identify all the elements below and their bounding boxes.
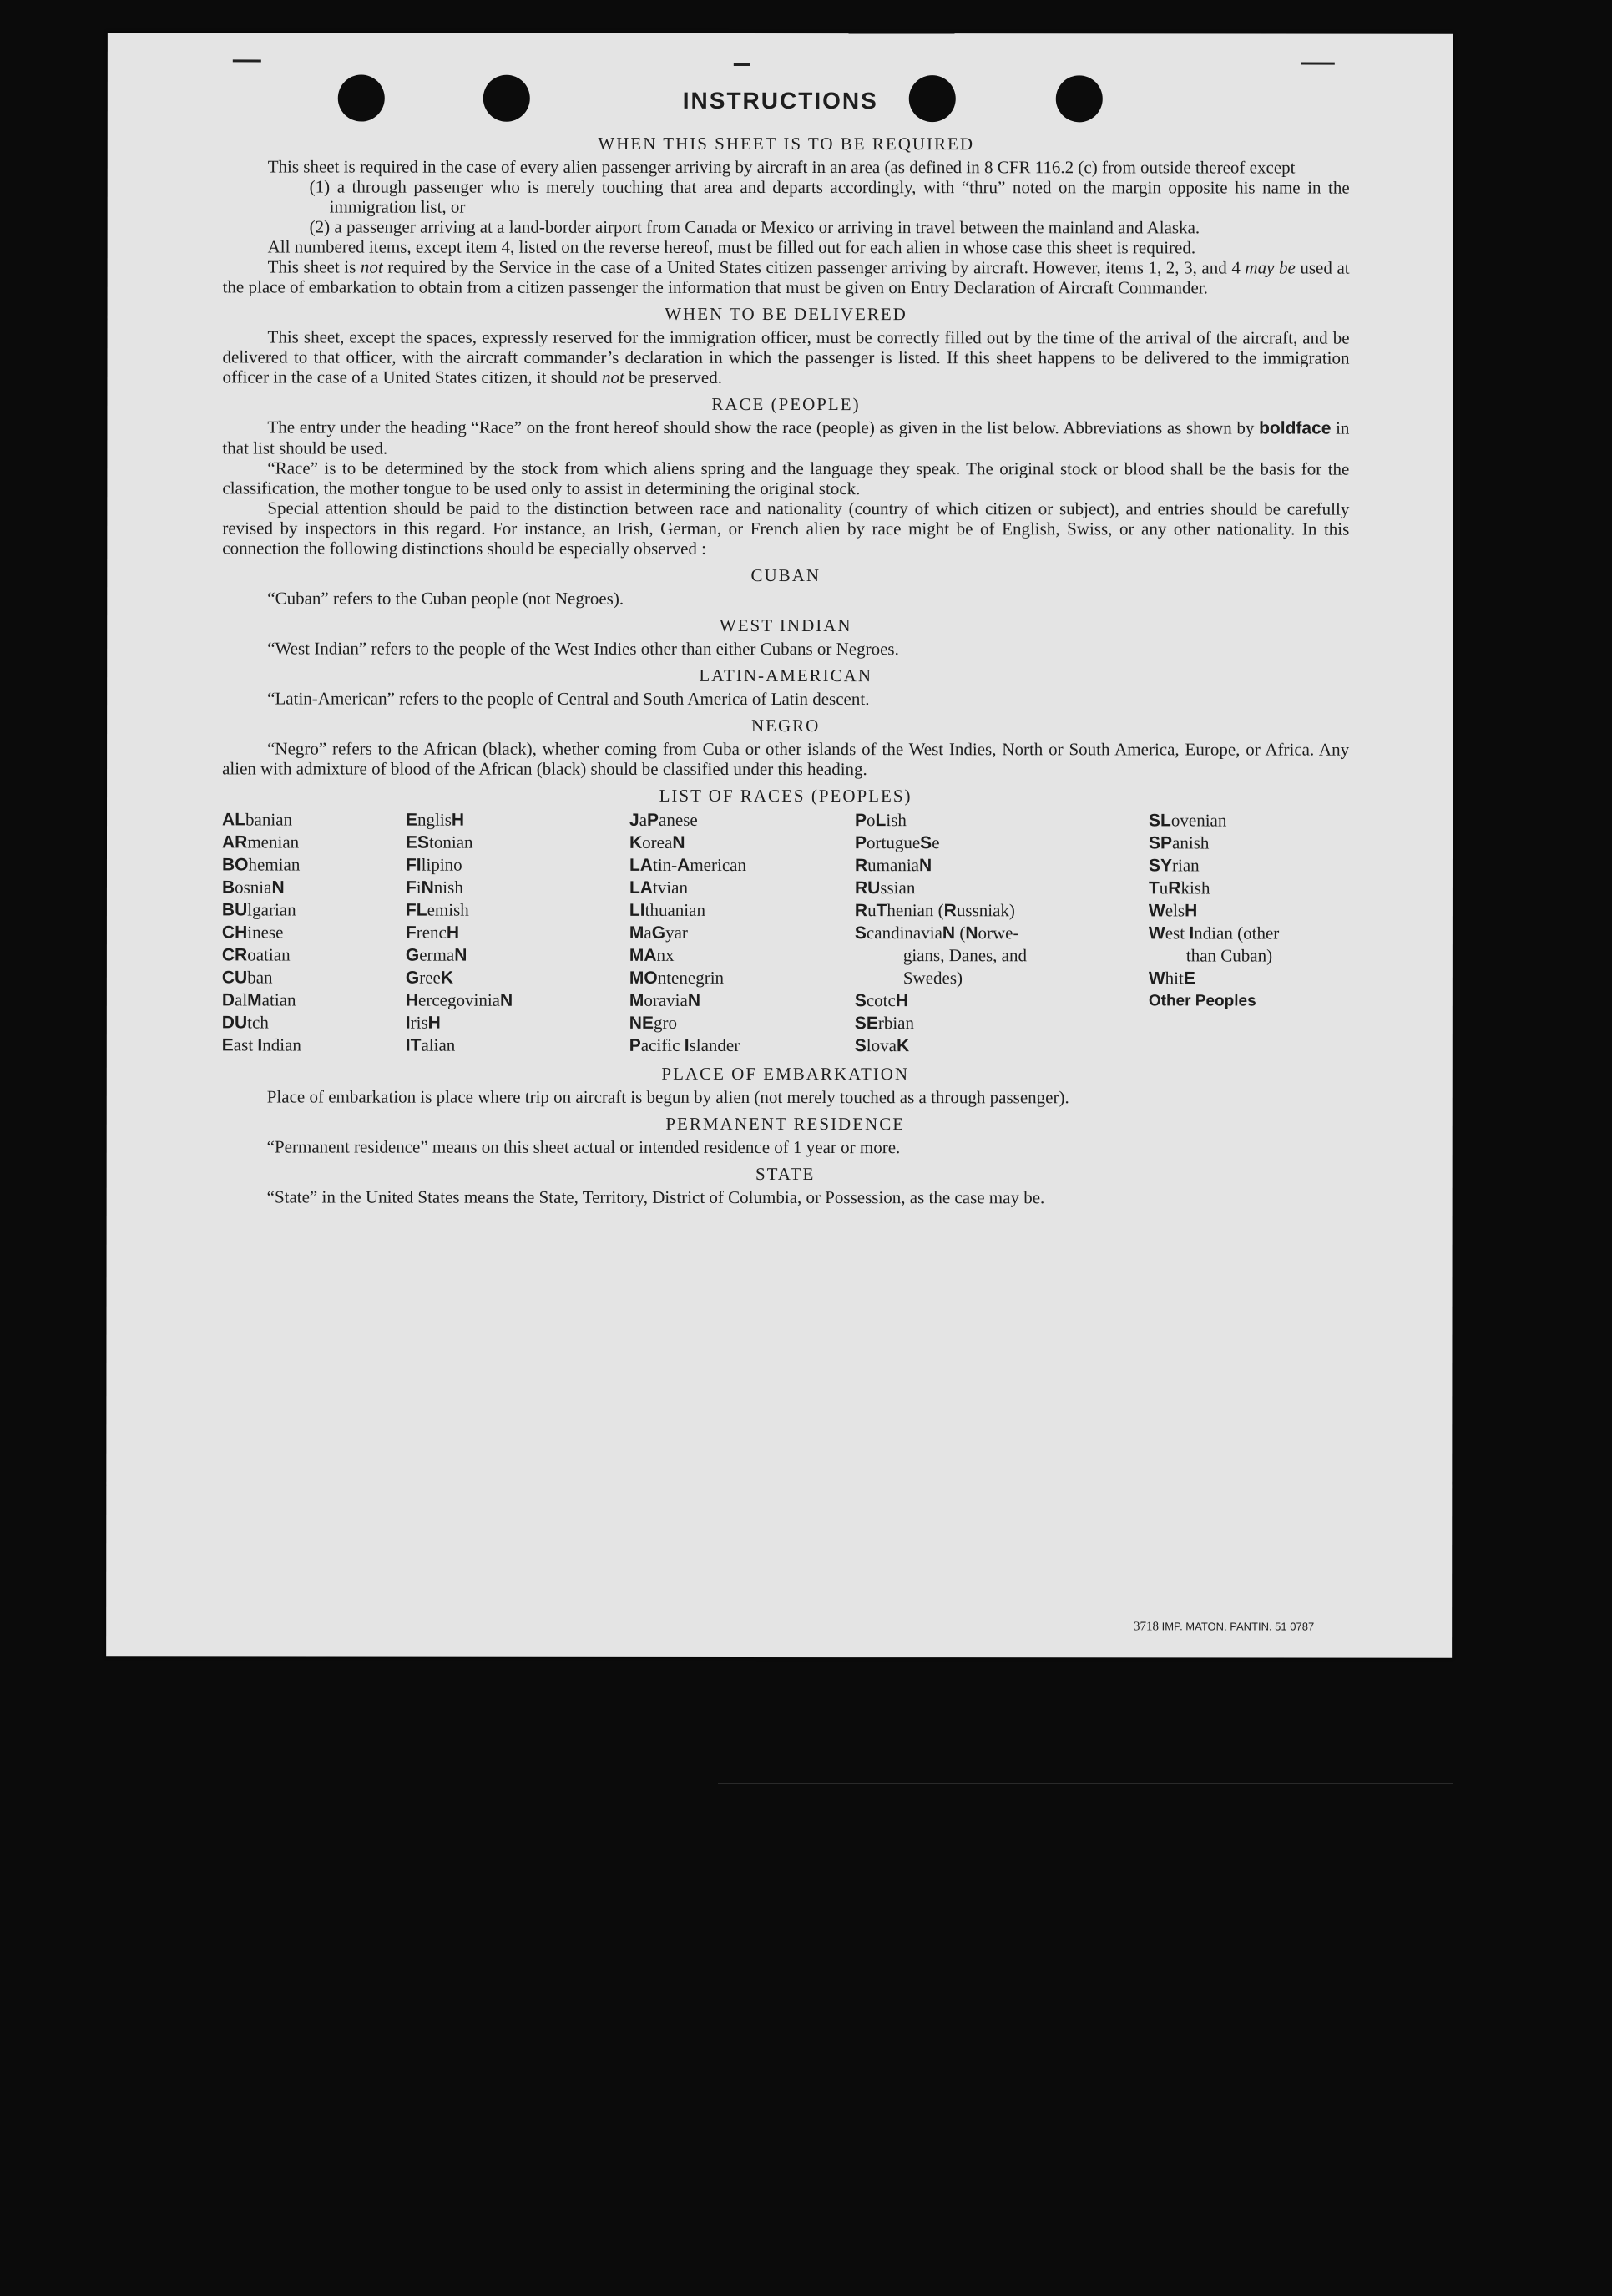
abbreviation-letter: H [427,1013,441,1033]
race-entry: RumaniaN [854,855,932,876]
paragraph [222,417,1349,458]
abbreviation-letter: E [641,1013,654,1033]
paragraph: “State” in the United States means the State, Territory, District of Columbia, or Possession, as the case may be. [266,1186,1045,1208]
race-entry: ALbanian [222,809,293,830]
abbreviation-letter: E [406,810,418,830]
abbreviation-letter: L [629,877,640,898]
text: This sheet, except the spaces, expressly reserved for the immigration officer, must be correctly filled out by the time of the arrival of the aircraft, and be delivered to that officer, with the aircraft commander’s declaration in which the passenger is listed. If this sheet happens to be delivered to the immigration officer in the case of a United States citizen, it should [222,326,1350,387]
race-column [1149,809,1349,1057]
paragraph [223,256,1350,297]
abbreviation-letter: A [221,832,235,852]
abbreviation-letter: A [677,855,690,875]
race-entry: WelsH [1148,900,1198,921]
abbreviation-letter: F [405,900,417,920]
abbreviation-letter: H [235,923,248,943]
document-body [222,126,1350,1207]
abbreviation-letter: W [1148,923,1165,943]
abbreviation-letter: H [446,923,460,943]
abbreviation-letter: S [854,1036,867,1056]
race-entry: EnglisH [406,809,465,830]
abbreviation-letter: M [629,923,644,943]
paragraph: “Latin-American” refers to the people of Central and South America of Latin descent. [267,688,870,710]
abbreviation-letter: L [629,900,640,920]
abbreviation-letter: P [1160,833,1173,853]
abbreviation-letter: B [221,855,235,875]
abbreviation-letter: S [417,832,430,852]
paragraph: “Cuban” refers to the Cuban people (not Negroes). [267,588,624,609]
race-entry: GreeK [405,967,454,988]
emphasis: may be [1245,257,1296,278]
section-heading: WHEN THIS SHEET IS TO BE REQUIRED [598,133,975,154]
race-entry: CUban [221,967,273,988]
abbreviation-letter: U [235,900,248,920]
abbreviation-letter: I [405,1035,411,1055]
race-entry: BOhemian [221,854,301,875]
text: This sheet is [267,256,361,277]
abbreviation-letter: W [1148,901,1165,921]
race-list [222,808,1349,1057]
abbreviation-letter: B [221,877,235,898]
abbreviation-letter: S [854,923,867,943]
race-entry: FLemish [405,899,469,920]
list-item: (1) a through passenger who is merely touching that area and departs accordingly, with “thru” noted on the margin opposite his name in the immigration list, or [309,176,1350,217]
race-entry: TuRkish [1148,877,1210,898]
abbreviation-letter: E [221,1035,234,1055]
abbreviation-letter: N [672,832,685,852]
text: The entry under the heading “Race” on the front hereof should show the race (people) as given in the list below. Abbreviations as shown by [267,417,1260,438]
paragraph: “Negro” refers to the African (black), whether coming from Cuba or other islands of the West Indies, North or South America, Europe, or Africa. Any alien with admixture of blood of the African (black) should be classified under this heading. [222,738,1350,780]
abbreviation-letter: F [405,855,417,875]
abbreviation-letter: N [965,923,978,943]
abbreviation-letter: I [1189,923,1195,943]
text: required by the Service in the case of a United States citizen passenger arriving by aircraft. However, items 1, 2, 3, and 4 [382,256,1246,278]
race-entry: IrisH [405,1012,441,1033]
race-entry: PoLish [855,810,907,831]
abbreviation-letter: C [221,945,235,965]
abbreviation-letter: N [687,990,701,1010]
abbreviation-letter: H [1185,901,1198,921]
race-entry-other: Other Peoples [1148,992,1256,1010]
race-entry: JaPanese [629,809,698,830]
abbreviation-letter: H [405,990,419,1010]
race-entry-continued: than Cuban) [1185,945,1273,966]
race-entry: ARmenian [221,832,300,852]
abbreviation-letter: W [1148,968,1165,989]
abbreviation-letter: N [629,1013,642,1033]
race-entry: MOntenegrin [629,967,725,988]
abbreviation-letter: R [943,901,957,921]
race-entry: RuThenian (Russniak) [854,900,1015,921]
abbreviation-letter: I [639,900,645,920]
text: used at the place of embarkation to obtain from a citizen passenger the information that must be given on Entry Declaration of Aircraft Commander. [222,257,1350,298]
race-entry: SLovenian [1149,810,1227,831]
scan-speck [233,59,261,62]
abbreviation-letter: T [1148,878,1160,898]
abbreviation-letter: R [235,945,248,965]
race-entry: Pacific Islander [629,1034,740,1055]
abbreviation-letter: S [854,1014,867,1034]
abbreviation-letter: P [854,833,867,853]
abbreviation-letter: F [405,877,417,898]
abbreviation-letter: O [235,855,249,875]
race-entry: EStonian [405,832,473,852]
race-entry: MoraviaN [629,989,701,1010]
abbreviation-letter: R [1168,878,1181,898]
abbreviation-letter: C [221,923,235,943]
abbreviation-letter: B [221,900,235,920]
section-heading: CUBAN [750,564,821,586]
section-heading: LATIN-AMERICAN [699,665,873,686]
abbreviation-letter: K [629,832,643,852]
section-heading: STATE [755,1163,816,1185]
abbreviation-letter: R [854,901,868,921]
paragraph: Special attention should be paid to the distinction between race and nationality (country of which citizen or subject), and entries should be carefully revised by inspectors in this regard. For instance, an Irish, German, or French alien by race might be of English, Swiss, or any other nationality. In this connection the following distinctions should be especially observed : [222,498,1350,559]
race-entry: West Indian (other [1148,923,1280,943]
race-column [629,809,855,1057]
abbreviation-letter: N [421,877,434,898]
race-column [406,809,629,1057]
abbreviation-letter: I [257,1035,263,1055]
abbreviation-letter: A [644,945,657,965]
race-entry: SPanish [1148,832,1210,853]
race-entry: CHinese [221,922,284,943]
abbreviation-letter: M [247,990,262,1010]
race-entry: DUtch [221,1012,269,1033]
abbreviation-letter: R [854,878,868,898]
race-entry: SlovaK [854,1035,910,1056]
race-entry: SYrian [1148,855,1200,876]
section-heading: RACE (PEOPLE) [711,393,861,415]
race-column [222,808,406,1056]
abbreviation-letter: A [639,877,653,898]
abbreviation-letter: C [221,968,235,988]
abbreviation-letter: L [629,855,640,875]
abbreviation-letter: U [867,878,881,898]
abbreviation-letter: S [854,991,867,1011]
form-number: 3718 [1134,1620,1160,1634]
list-item: (2) a passenger arriving at a land-border airport from Canada or Mexico or arriving in travel between the mainland and Alaska. [309,216,1200,238]
race-entry: RUssian [854,877,916,898]
abbreviation-letter: H [451,810,465,830]
abbreviation-letter: I [416,855,422,875]
abbreviation-letter: A [639,855,653,875]
abbreviation-letter: M [629,990,644,1010]
abbreviation-letter: N [271,877,285,898]
abbreviation-letter: O [644,968,658,988]
abbreviation-letter: M [629,968,644,988]
paragraph: “Race” is to be determined by the stock from which aliens spring and the language they speak. The original stock or blood shall be the basis for the classification, the mother tongue to be used only to assist in determining the original stock. [222,458,1350,499]
emphasis: not [360,256,383,277]
abbreviation-letter: P [629,1035,641,1055]
abbreviation-letter: S [1148,856,1161,876]
abbreviation-letter: P [855,811,867,831]
race-entry: CRoatian [221,944,291,965]
abbreviation-letter: D [221,990,235,1010]
abbreviation-letter: L [416,900,427,920]
scan-artifact-line [718,1783,1453,1784]
abbreviation-letter: F [405,923,417,943]
abbreviation-letter: U [235,968,248,988]
abbreviation-letter: A [222,810,235,830]
race-entry: ScandinaviaN (Norwe- [854,923,1019,943]
race-entry: MaGyar [629,922,688,943]
abbreviation-letter: G [651,923,666,943]
abbreviation-letter: D [221,1013,235,1033]
race-entry: KoreaN [629,832,685,852]
race-entry: HercegoviniaN [405,989,513,1010]
scan-speck [734,63,750,66]
race-entry: GermaN [405,944,467,965]
scan-speck [1301,63,1335,65]
emphasis: not [601,367,624,387]
paragraph: “West Indian” refers to the people of the West Indies other than either Cubans or Negroes. [267,638,899,660]
bold-term: boldface [1259,418,1332,438]
abbreviation-letter: E [1183,968,1195,989]
race-entry: WhitE [1148,968,1195,989]
abbreviation-letter: G [405,968,420,988]
race-entry: DalMatian [221,989,296,1010]
abbreviation-letter: I [405,1013,411,1033]
race-entry: FiNnish [405,877,463,898]
abbreviation-letter: N [454,945,467,965]
race-entry: LIthuanian [629,899,705,920]
section-heading: NEGRO [750,715,821,736]
abbreviation-letter: L [1160,811,1171,831]
race-entry: NEgro [629,1012,678,1033]
abbreviation-letter: K [440,968,454,988]
abbreviation-letter: L [235,810,246,830]
race-entry-continued: gians, Danes, and [902,945,1028,966]
race-entry: PortugueSe [854,832,940,853]
abbreviation-letter: K [896,1036,910,1056]
race-entry-continued: Swedes) [902,968,963,989]
abbreviation-letter: N [499,990,513,1010]
document-title: INSTRUCTIONS [682,87,878,114]
section-heading: WEST INDIAN [719,614,852,636]
race-column [855,809,1149,1057]
race-entry: LAtvian [629,877,688,898]
abbreviation-letter: U [234,1013,248,1033]
abbreviation-letter: R [854,856,868,876]
abbreviation-letter: S [1148,833,1161,853]
abbreviation-letter: S [920,833,932,853]
abbreviation-letter: N [918,856,932,876]
abbreviation-letter: T [410,1035,422,1055]
abbreviation-letter: E [405,832,418,852]
race-entry: FrencH [405,922,460,943]
race-entry: ScotcH [854,990,909,1011]
race-entry: FIlipino [405,854,462,875]
text: be preserved. [624,367,723,387]
abbreviation-letter: Y [1160,856,1173,876]
paragraph: “Permanent residence” means on this sheet actual or intended residence of 1 year or more. [266,1136,901,1158]
section-heading: LIST OF RACES (PEOPLES) [659,785,912,807]
abbreviation-letter: L [875,811,887,831]
paragraph: All numbered items, except item 4, listed on the reverse hereof, must be filled out for each alien in whose case this sheet is required. [267,236,1196,258]
printer-name: IMP. MATON, PANTIN. 51 0787 [1161,1620,1315,1633]
abbreviation-letter: E [866,1014,878,1034]
abbreviation-letter: S [1149,811,1161,831]
section-heading: WHEN TO BE DELIVERED [665,303,907,325]
race-entry: SErbian [854,1013,915,1034]
race-entry: East Indian [221,1034,301,1055]
abbreviation-letter: N [942,923,956,943]
abbreviation-letter: G [405,945,420,965]
section-heading: PERMANENT RESIDENCE [665,1113,906,1135]
race-entry: BosniaN [221,877,285,898]
abbreviation-letter: T [876,901,887,921]
section-heading: PLACE OF EMBARKATION [661,1063,910,1085]
abbreviation-letter: R [235,832,248,852]
paragraph: This sheet is required in the case of every alien passenger arriving by aircraft in an area (as defined in 8 CFR 116.2 (c) from outside thereof except [267,156,1296,178]
race-entry: ITalian [405,1034,456,1055]
race-entry: LAtin-American [629,854,747,875]
paragraph [222,326,1349,387]
race-entry: MAnx [629,944,675,965]
race-entry: BUlgarian [221,899,296,920]
abbreviation-letter: P [647,810,659,830]
abbreviation-letter: J [629,810,639,830]
abbreviation-letter: I [684,1035,690,1055]
instruction-sheet [106,33,1453,1657]
printer-imprint [1134,1620,1314,1634]
abbreviation-letter: M [629,945,644,965]
text: in that list should be used. [222,417,1350,458]
abbreviation-letter: H [895,991,909,1011]
paragraph: Place of embarkation is place where trip on aircraft is begun by alien (not merely touched as a through passenger). [266,1086,1069,1108]
